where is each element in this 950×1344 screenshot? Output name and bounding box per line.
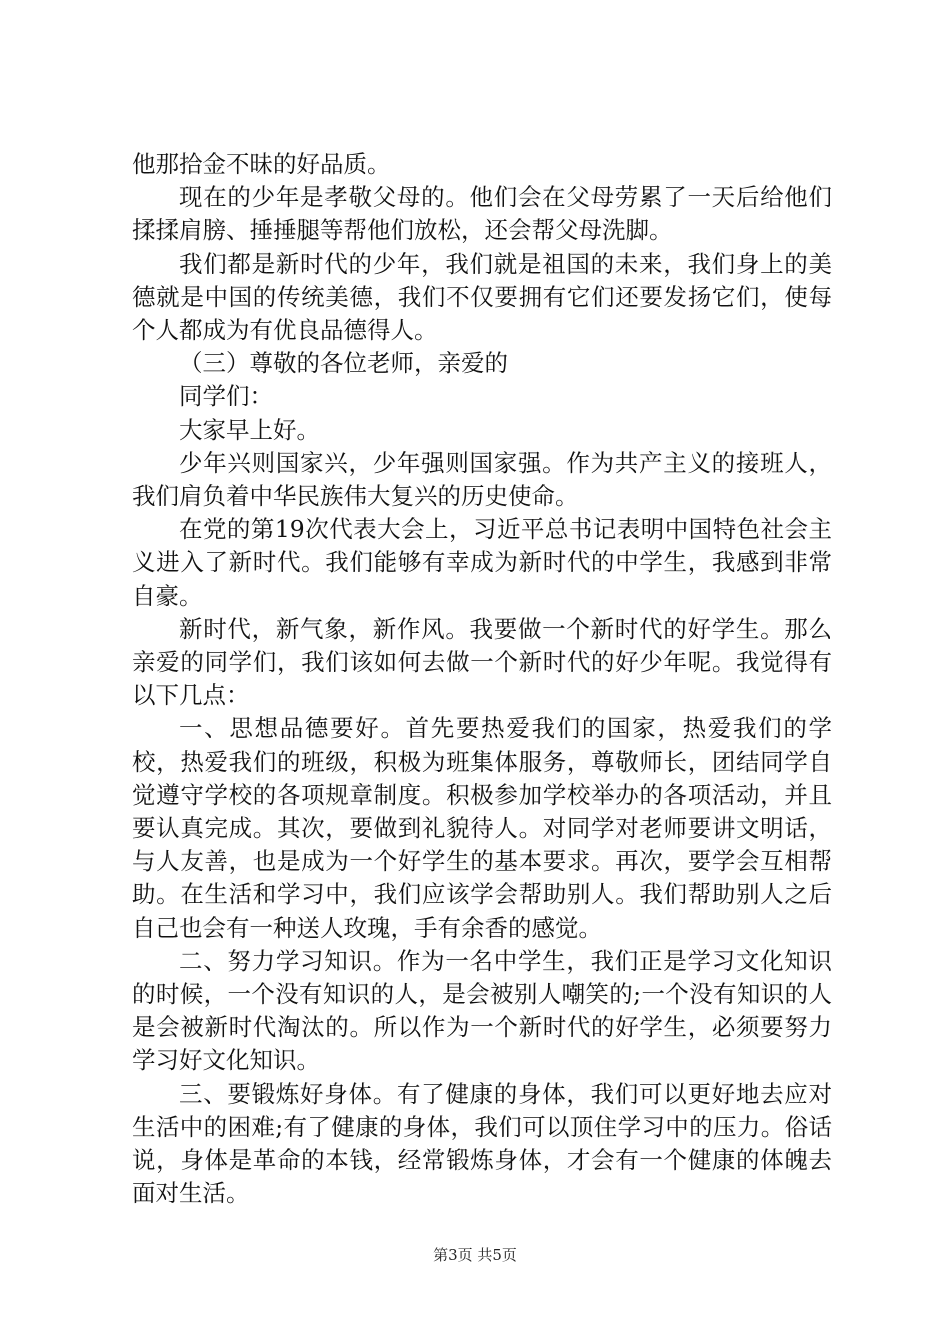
paragraph: 我们都是新时代的少年，我们就是祖国的未来，我们身上的美德就是中国的传统美德，我们不仅要拥有它们还要发扬它们，使每个人都成为有优良品德得人。 — [132, 249, 832, 345]
paragraph: 同学们： — [179, 382, 273, 411]
paragraph: 新时代，新气象，新作风。我要做一个新时代的好学生。那么亲爱的同学们，我们该如何去做一个新时代的好少年呢。我觉得有以下几点： — [132, 614, 832, 710]
paragraph: 三、要锻炼好身体。有了健康的身体，我们可以更好地去应对生活中的困难;有了健康的身体，我们可以顶住学习中的压力。俗话说，身体是革命的本钱，经常锻炼身体，才会有一个健康的体魄去面对生活。 — [132, 1079, 832, 1208]
paragraph: （三）尊敬的各位老师，亲爱的 — [179, 349, 508, 378]
paragraph: 一、思想品德要好。首先要热爱我们的国家，热爱我们的学校，热爱我们的班级，积极为班集体服务，尊敬师长，团结同学自觉遵守学校的各项规章制度。积极参加学校举办的各项活动，并且要认真完成。其次，要做到礼貌待人。对同学对老师要讲文明话，与人友善，也是成为一个好学生的基本要求。再次，要学会互相帮助。在生活和学习中，我们应该学会帮助别人。我们帮助别人之后自己也会有一种送人玫瑰，手有余香的感觉。 — [132, 714, 832, 942]
paragraph: 二、努力学习知识。作为一名中学生，我们正是学习文化知识的时候，一个没有知识的人，是会被别人嘲笑的;一个没有知识的人是会被新时代淘汰的。所以作为一个新时代的好学生，必须要努力学习好文化知识。 — [132, 946, 832, 1075]
paragraph: 他那拾金不昧的好品质。 — [132, 150, 391, 178]
paragraph: 少年兴则国家兴，少年强则国家强。作为共产主义的接班人，我们肩负着中华民族伟大复兴的历史使命。 — [132, 448, 832, 511]
paragraph: 大家早上好。 — [179, 415, 320, 444]
paragraph: 在党的第19次代表大会上，习近平总书记表明中国特色社会主义进入了新时代。我们能够有幸成为新时代的中学生，我感到非常自豪。 — [132, 515, 832, 610]
page-footer: 第3页 共5页 — [433, 1246, 517, 1264]
document-body — [132, 148, 832, 1211]
paragraph: 现在的少年是孝敬父母的。他们会在父母劳累了一天后给他们揉揉肩膀、捶捶腿等帮他们放松，还会帮父母洗脚。 — [132, 183, 832, 245]
